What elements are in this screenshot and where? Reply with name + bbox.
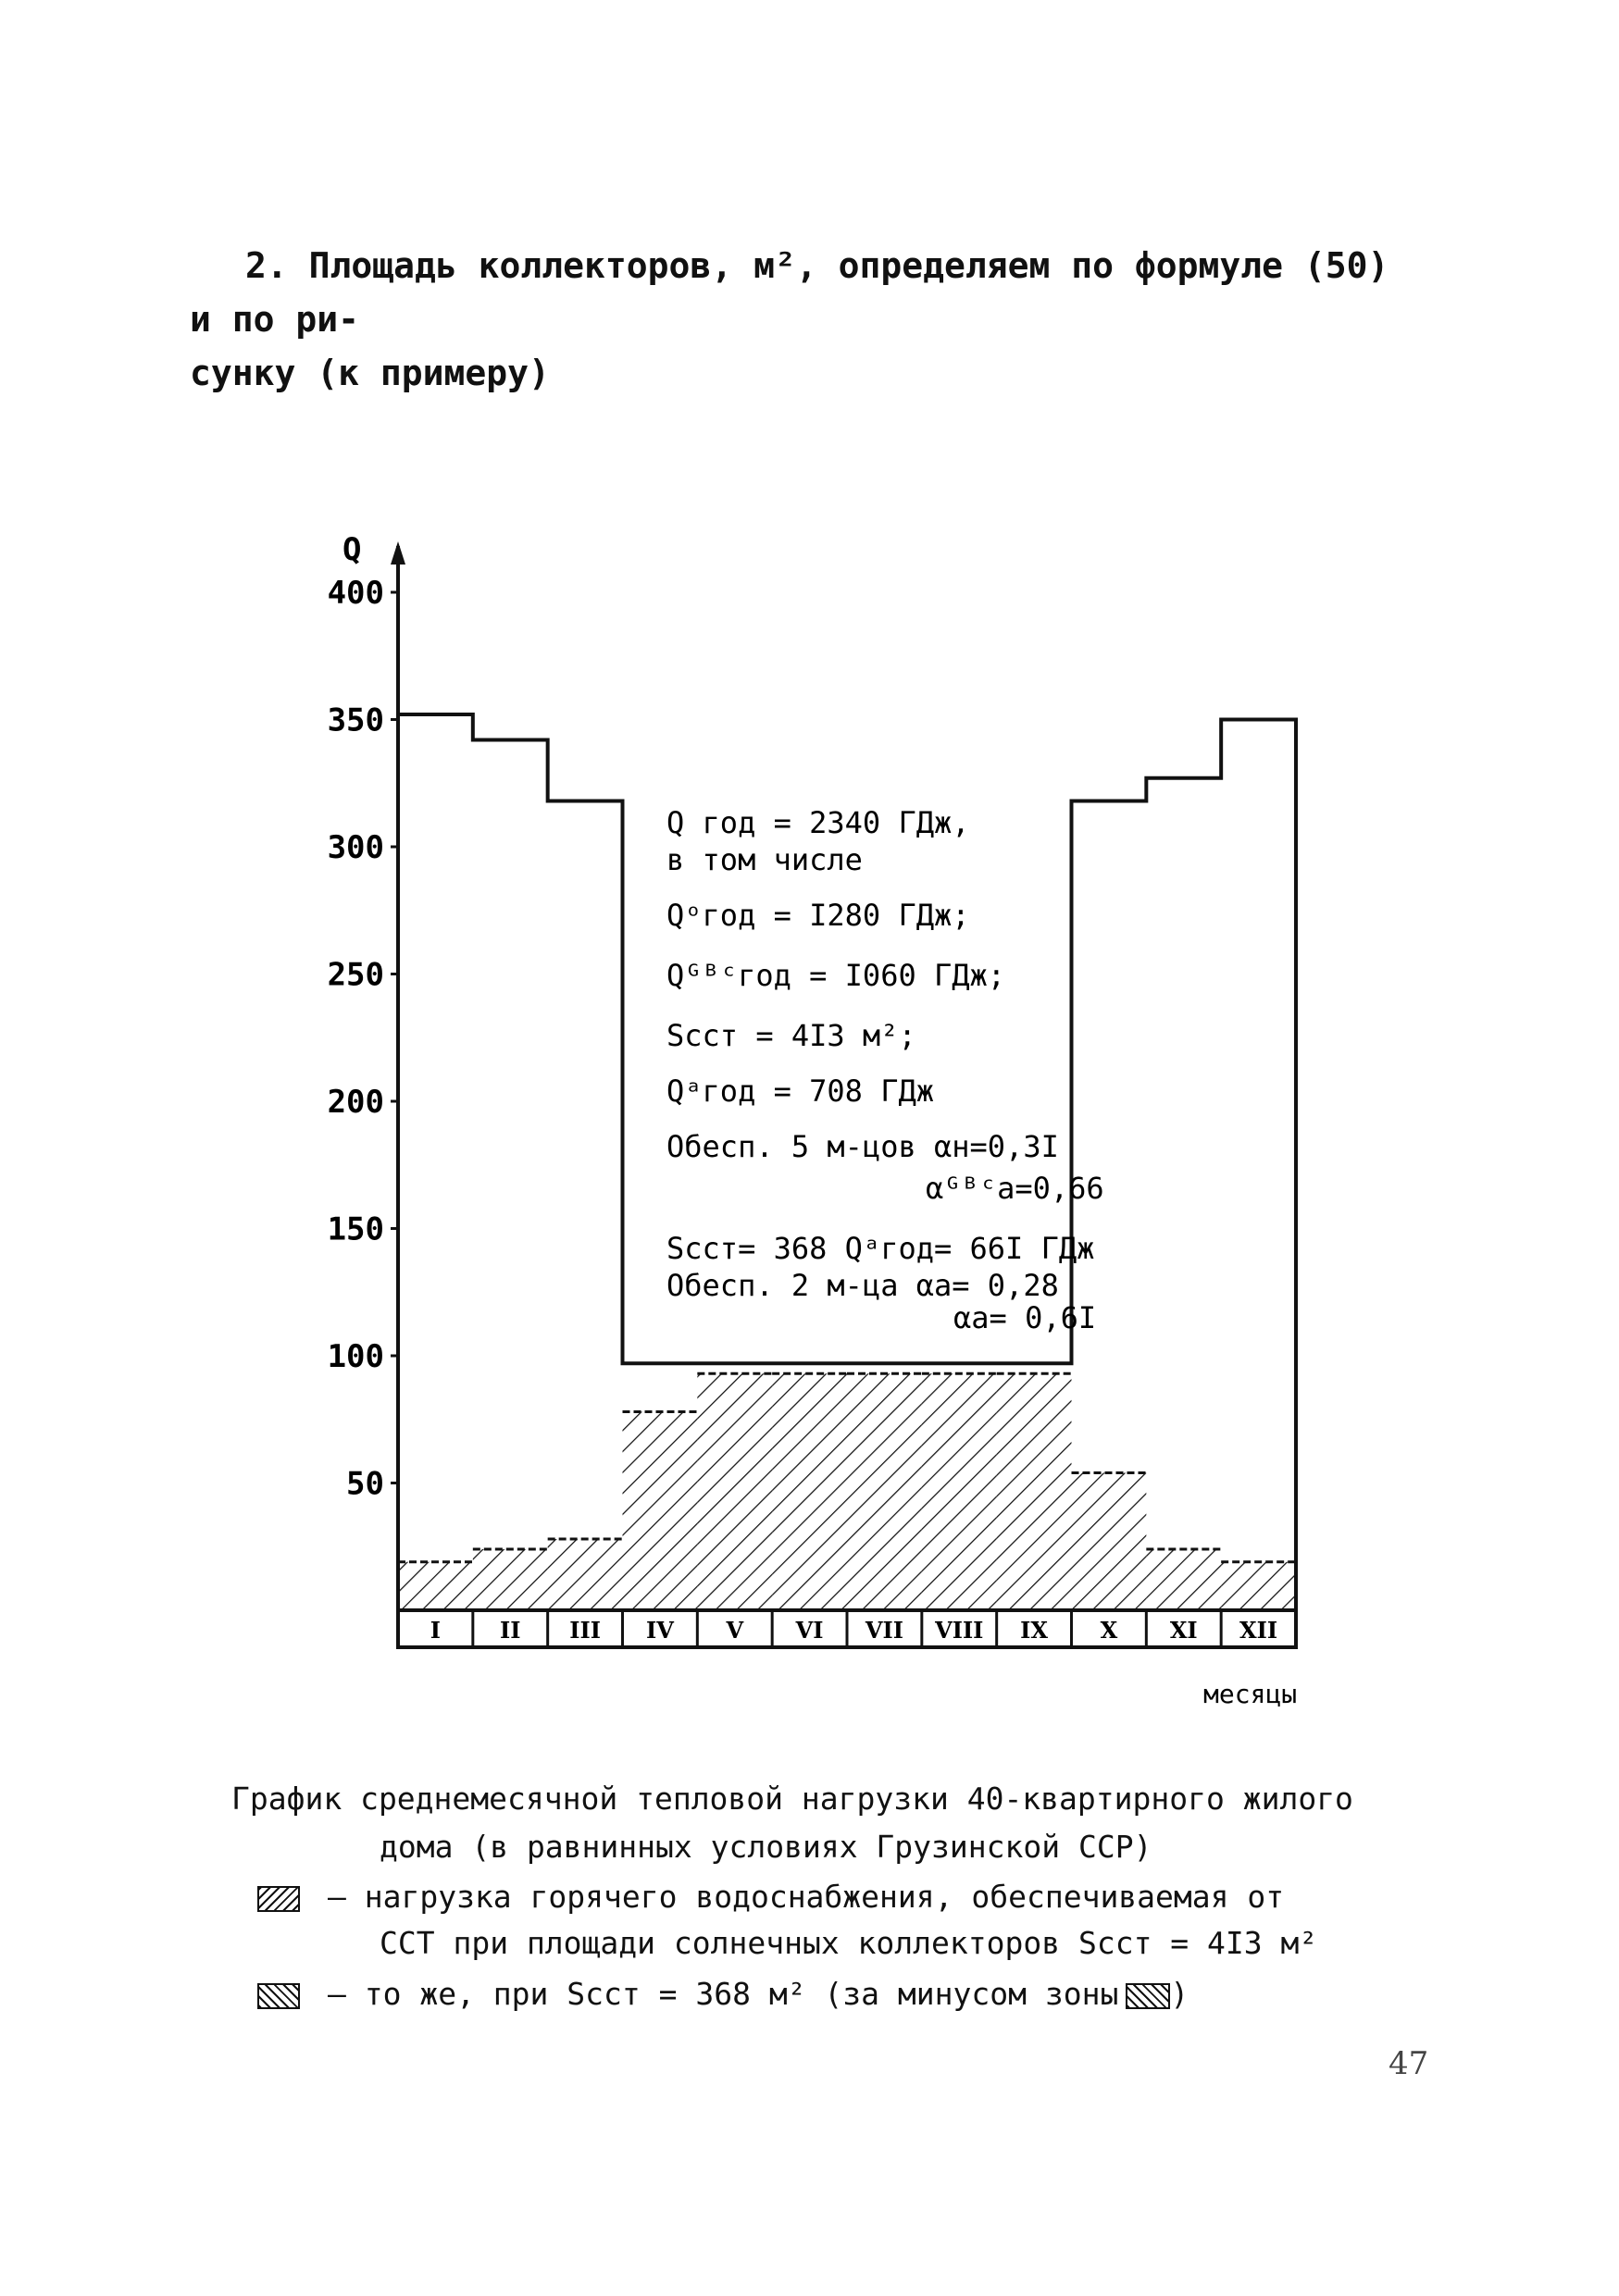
- month-label: V: [726, 1617, 744, 1644]
- month-label: VIII: [935, 1617, 984, 1644]
- hatch-swatch-icon: [257, 1886, 300, 1912]
- annotation-incl: в том числе: [666, 842, 863, 877]
- gvs-bar: [997, 1373, 1072, 1610]
- annotation-q-year: Q год = 2340 ГДж,: [666, 805, 970, 840]
- y-tick-label: 400: [327, 575, 384, 612]
- gvs-bar: [1146, 1549, 1221, 1610]
- y-tick-label: 200: [327, 1084, 384, 1121]
- month-label: VI: [795, 1617, 824, 1644]
- annotation-s-sst: Sсст = 4I3 м²;: [666, 1018, 916, 1053]
- y-tick-label: 150: [327, 1210, 384, 1248]
- heat-load-chart: [278, 518, 1314, 1740]
- y-axis-arrow-icon: [391, 541, 405, 565]
- month-label: X: [1100, 1617, 1118, 1644]
- legend-item-1-line-1: – нагрузка горячего водоснабжения, обеспечиваемая от: [328, 1879, 1285, 1915]
- legend-item-1-line-2: ССТ при площади солнечных коллекторов Sсст = 4I3 м²: [380, 1925, 1318, 1961]
- month-label: XII: [1239, 1617, 1278, 1644]
- month-label: I: [430, 1617, 442, 1644]
- month-label: IX: [1020, 1617, 1049, 1644]
- gvs-bar: [922, 1373, 997, 1610]
- x-axis-label: месяцы: [1203, 1679, 1298, 1709]
- annotation-block: [666, 805, 1104, 1335]
- annotation-q-a: Qᵃгод = 708 ГДж: [666, 1074, 934, 1109]
- y-axis-label: Q: [342, 531, 362, 568]
- legend-item-2: [257, 1976, 1189, 2012]
- figure-caption: [231, 1775, 1435, 1871]
- month-label: II: [500, 1617, 521, 1644]
- gvs-bar: [473, 1549, 548, 1610]
- gvs-bar: [623, 1412, 698, 1611]
- gvs-bar: [1221, 1562, 1296, 1610]
- intro-line-1: 2. Площадь коллекторов, м², определяем по формуле (50) и по ри-: [190, 245, 1389, 340]
- month-label: XI: [1169, 1617, 1198, 1644]
- legend-item-2-text: – то же, при Sсст = 368 м² (за минусом зоны: [328, 1976, 1119, 2012]
- intro-text: [190, 239, 1430, 400]
- gvs-bar: [772, 1373, 847, 1610]
- annotation-obesp5: Обесп. 5 м-цов αн=0,3I: [666, 1129, 1059, 1164]
- annotation-obesp2: Обесп. 2 м-ца αа= 0,28: [666, 1268, 1059, 1303]
- y-tick-label: 300: [327, 829, 384, 866]
- month-label: VII: [865, 1617, 903, 1644]
- gvs-bar: [548, 1539, 623, 1610]
- dense-hatch-swatch-icon: [257, 1983, 300, 2009]
- y-tick-label: 250: [327, 956, 384, 994]
- legend-item-2-close: ): [1170, 1976, 1189, 2012]
- y-tick-label: 50: [346, 1465, 384, 1503]
- page-number: 47: [1389, 2045, 1429, 2082]
- annotation-q-o: Qᵒгод = I280 ГДж;: [666, 898, 970, 933]
- caption-line-1: График среднемесячной тепловой нагрузки 40-квартирного жилого: [231, 1781, 1353, 1817]
- intro-line-2: сунку (к примеру): [190, 353, 550, 393]
- annotation-q-gvs: Qᴳᴮᶜгод = I060 ГДж;: [666, 958, 1006, 993]
- zone-swatch-icon: [1126, 1983, 1170, 2009]
- annotation-alpha2: αа= 0,6I: [953, 1300, 1097, 1335]
- y-tick-label: 100: [327, 1338, 384, 1375]
- y-tick-label: 350: [327, 701, 384, 739]
- legend-item-1: [257, 1879, 1284, 1915]
- annotation-s-sst2: Sсст= 368 Qᵃгод= 66I ГДж: [666, 1231, 1095, 1266]
- gvs-bar: [398, 1562, 473, 1610]
- month-label: III: [569, 1617, 601, 1644]
- caption-line-2: дома (в равнинных условиях Грузинской ССР): [380, 1829, 1152, 1865]
- annotation-alpha-gvs: αᴳᴮᶜа=0,66: [926, 1171, 1104, 1206]
- gvs-bar: [1072, 1473, 1147, 1611]
- legend-item-1-cont: [380, 1925, 1317, 1961]
- gvs-bar: [697, 1373, 772, 1610]
- gvs-bar: [847, 1373, 922, 1610]
- month-label: IV: [645, 1617, 674, 1644]
